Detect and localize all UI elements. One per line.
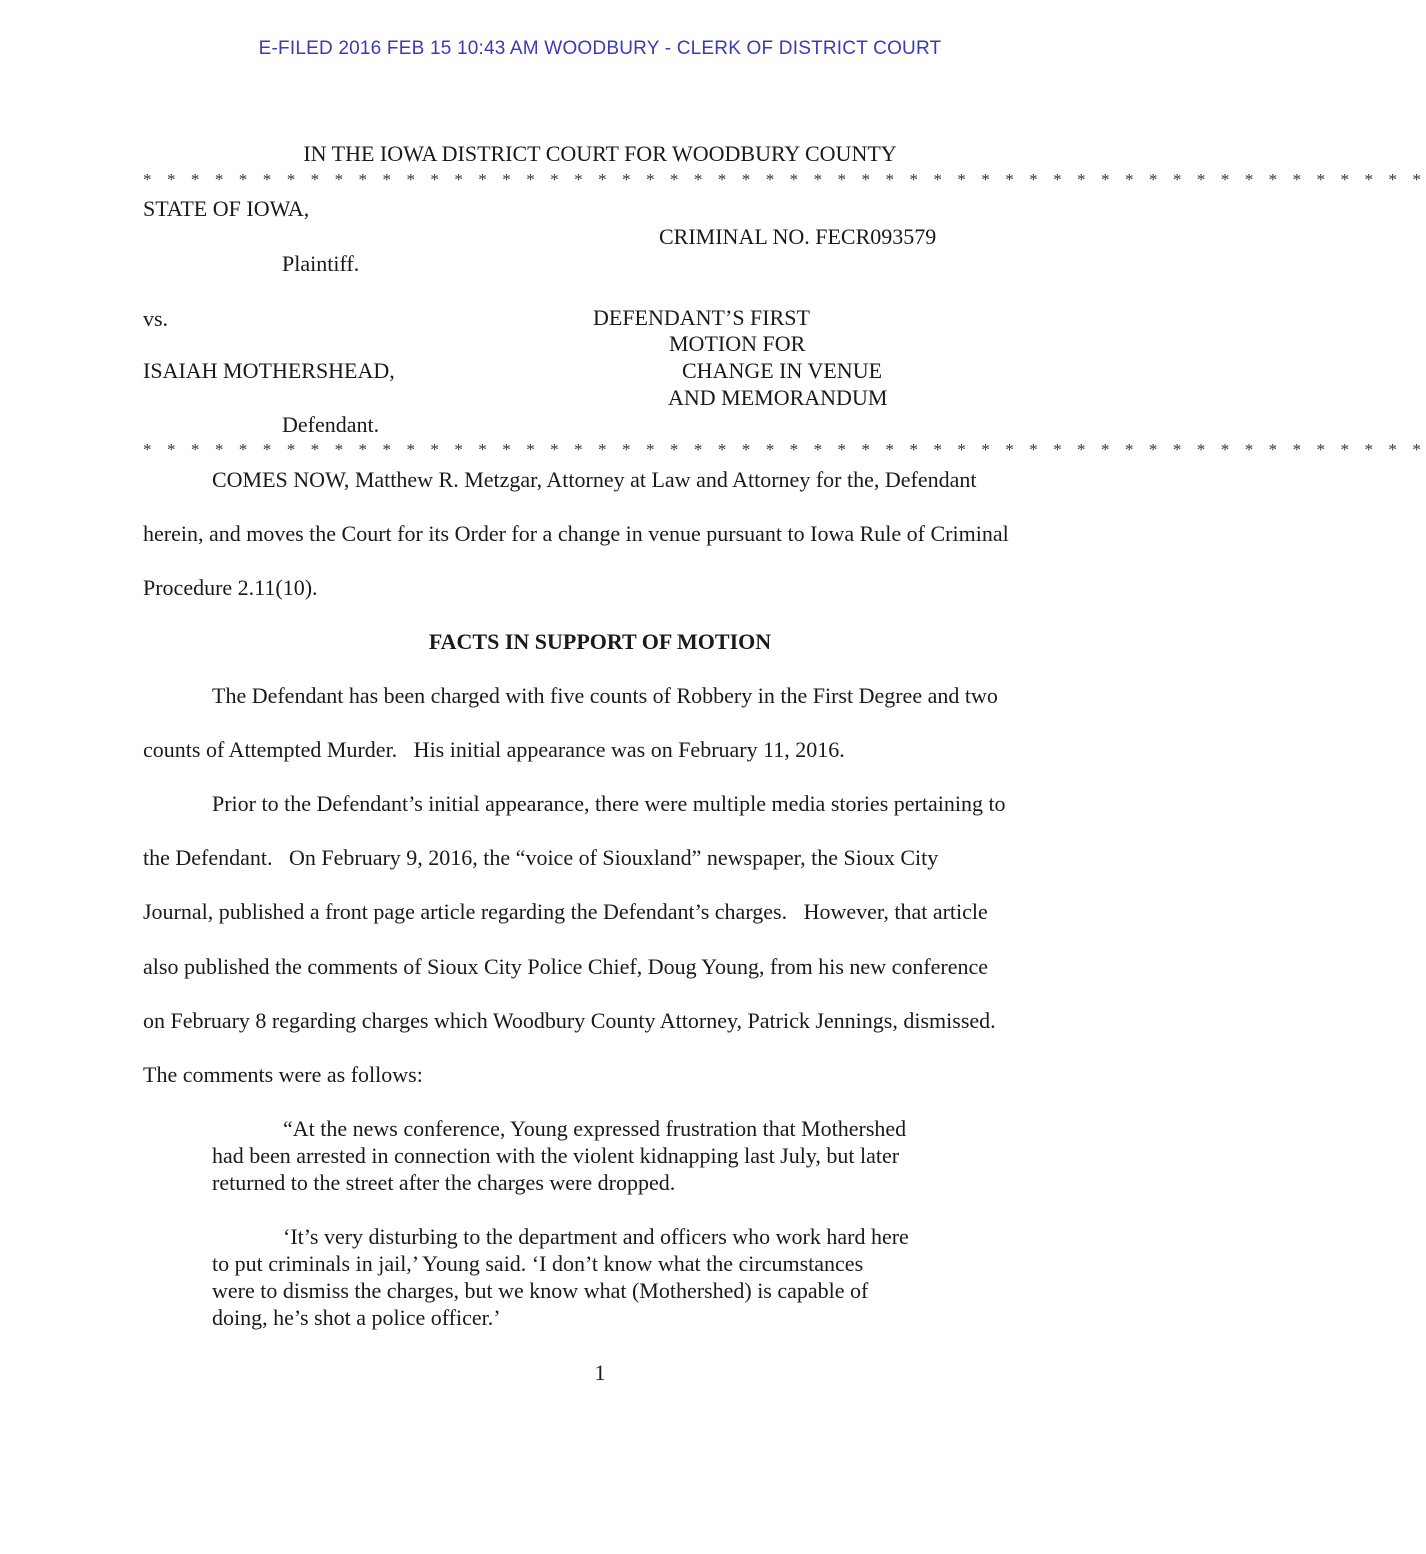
quote2-line-3: were to dismiss the charges, but we know what (Mothershed) is capable of: [212, 1278, 869, 1303]
facts2-line-5: on February 8 regarding charges which Woodbury County Attorney, Patrick Jennings, dismissed.: [143, 1008, 996, 1033]
plaintiff-name: STATE OF IOWA,: [143, 196, 310, 221]
case-number: CRIMINAL NO. FECR093579: [659, 224, 937, 249]
doc-title-line-2: MOTION FOR: [669, 331, 806, 356]
defendant-role: Defendant.: [282, 412, 380, 437]
facts2-line-1: Prior to the Defendant’s initial appearance, there were multiple media stories pertaining to: [212, 791, 1006, 816]
intro-line-1: COMES NOW, Matthew R. Metzgar, Attorney at Law and Attorney for the, Defendant: [212, 467, 977, 492]
separator-top: * * * * * * * * * * * * * * * * * * * * * * * * * * * * * * * * * * * * * * * * * * * * * * * * * * * * * *: [143, 170, 1426, 189]
quote2-line-1: ‘It’s very disturbing to the department and officers who work hard here: [283, 1224, 909, 1249]
quote2-line-2: to put criminals in jail,’ Young said. ‘I don’t know what the circumstances: [212, 1251, 864, 1276]
efiled-stamp: E-FILED 2016 FEB 15 10:43 AM WOODBURY - CLERK OF DISTRICT COURT: [258, 38, 942, 59]
facts2-line-6: The comments were as follows:: [143, 1062, 423, 1087]
separator-bottom: * * * * * * * * * * * * * * * * * * * * * * * * * * * * * * * * * * * * * * * * * * * * * * * * * * * * * *: [143, 440, 1426, 459]
doc-title-line-1: DEFENDANT’S FIRST: [593, 305, 810, 330]
quote1-line-1: “At the news conference, Young expressed frustration that Mothershed: [283, 1116, 907, 1141]
versus-label: vs.: [143, 306, 169, 331]
facts1-line-2: counts of Attempted Murder. His initial appearance was on February 11, 2016.: [143, 737, 845, 762]
quote2-line-4: doing, he’s shot a police officer.’: [212, 1305, 501, 1330]
doc-title-line-4: AND MEMORANDUM: [668, 385, 888, 410]
intro-line-3: Procedure 2.11(10).: [143, 575, 318, 600]
page-number: 1: [594, 1360, 606, 1385]
facts1-line-1: The Defendant has been charged with five counts of Robbery in the First Degree and two: [212, 683, 998, 708]
plaintiff-role: Plaintiff.: [282, 251, 360, 276]
quote1-line-3: returned to the street after the charges were dropped.: [212, 1170, 676, 1195]
defendant-name: ISAIAH MOTHERSHEAD,: [143, 358, 395, 383]
court-title: IN THE IOWA DISTRICT COURT FOR WOODBURY COUNTY: [303, 141, 897, 166]
doc-title-line-3: CHANGE IN VENUE: [682, 358, 883, 383]
quote1-line-2: had been arrested in connection with the violent kidnapping last July, but later: [212, 1143, 900, 1168]
facts2-line-4: also published the comments of Sioux City Police Chief, Doug Young, from his new conference: [143, 954, 989, 979]
facts2-line-2: the Defendant. On February 9, 2016, the “voice of Siouxland” newspaper, the Sioux City: [143, 845, 939, 870]
facts2-line-3: Journal, published a front page article regarding the Defendant’s charges. However, that article: [143, 899, 988, 924]
section-heading: FACTS IN SUPPORT OF MOTION: [428, 629, 772, 654]
intro-line-2: herein, and moves the Court for its Order for a change in venue pursuant to Iowa Rule of Criminal: [143, 521, 1009, 546]
